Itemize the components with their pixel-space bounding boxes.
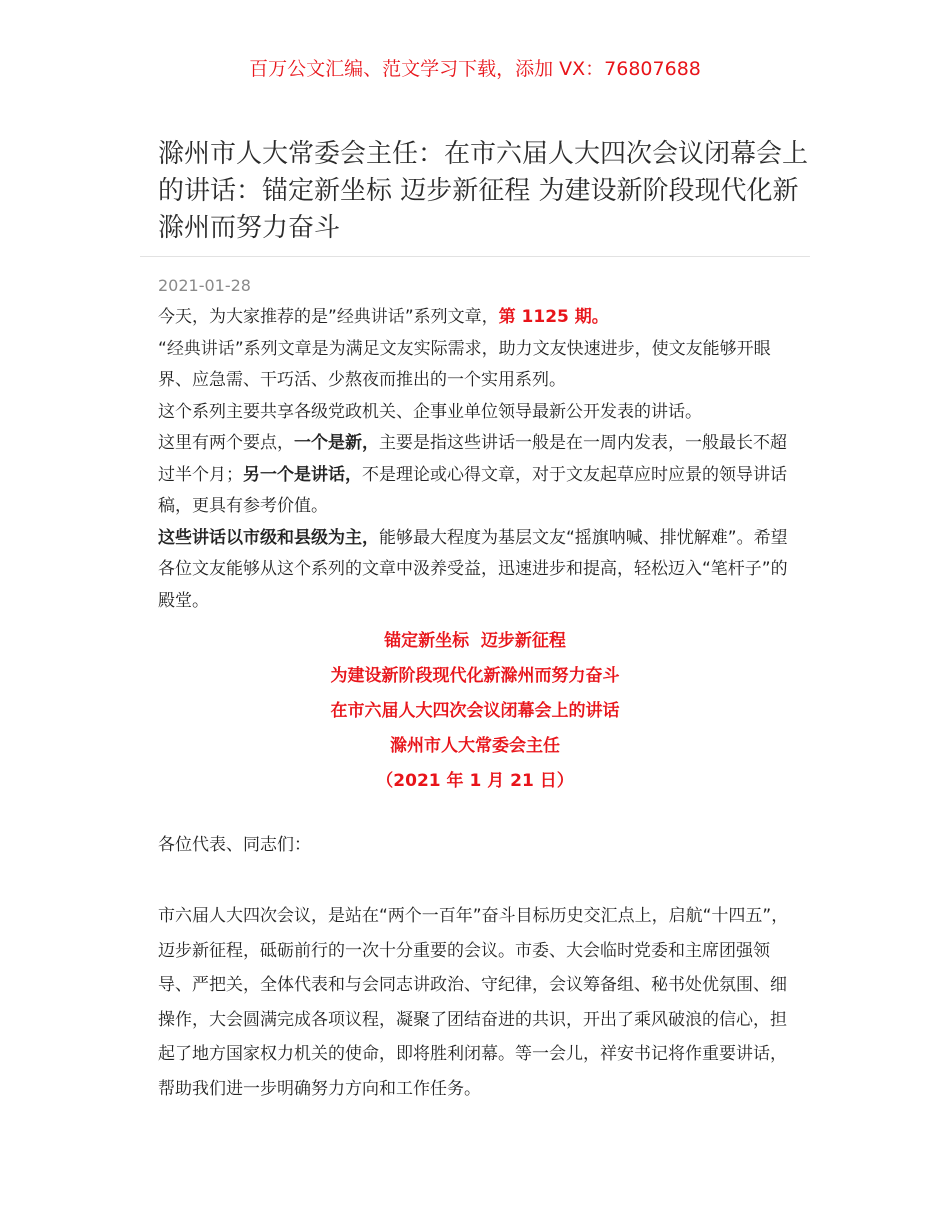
intro-paragraph-5 xyxy=(158,523,798,618)
intro-text: ”系列文章， xyxy=(404,307,499,327)
speech-date: （2021 年 1 月 21 日） xyxy=(376,771,574,791)
speech-heading xyxy=(0,624,950,799)
intro-text: 今天，为大家推荐的是” xyxy=(158,307,337,327)
salutation: 各位代表、同志们： xyxy=(158,835,311,855)
intro-text: 主要是指这些讲话一般是在一周内发表，一般最长不超过半个月； xyxy=(158,433,787,485)
article-title: 滁州市人大常委会主任：在市六届人大四次会议闭幕会上的讲话：锚定新坐标 迈步新征程 为建设新阶段现代化新滁州而努力奋斗 xyxy=(158,139,809,243)
intro-text: 能够最大程度为基层文友“摇旗呐喊、排忧解难”。希望各位文友能够从这个系列的文章中汲养受益，迅速进步和提高，轻松迈入“笔杆子”的殿堂。 xyxy=(158,527,788,611)
speech-title-line-2: 为建设新阶段现代化新滁州而努力奋斗 xyxy=(330,666,620,686)
key-point-speech: 另一个是讲话， xyxy=(243,464,362,485)
series-name: 经典讲话 xyxy=(336,307,405,327)
title-divider xyxy=(140,256,810,257)
key-point-new: 一个是新， xyxy=(294,433,379,453)
intro-text: ”系列文章是为满足文友实际需求，助力文友快速进步，使文友能够开眼界、应急需、干巧活、少熬夜而推出的一个实用系列。 xyxy=(158,338,771,390)
intro-paragraph-3: 这个系列主要共享各级党政机关、企事业单位领导最新公开发表的讲话。 xyxy=(158,401,702,422)
issue-number: 第 1125 期。 xyxy=(498,307,609,327)
intro-paragraph-4 xyxy=(158,428,798,523)
intro-paragraph-2 xyxy=(158,334,798,397)
promo-banner: 百万公文汇编、范文学习下载，添加 VX：76807688 xyxy=(249,58,701,80)
body-paragraph: 市六届人大四次会议，是站在“两个一百年”奋斗目标历史交汇点上，启航“十四五”，迈步新征程，砥砺前行的一次十分重要的会议。市委、大会临时党委和主席团强领导、严把关，全体代表和与会同志讲政治、守纪律，会议筹备组、秘书处优氛围、细操作，大会圆满完成各项议程，凝聚了团结奋进的共识，开出了乘风破浪的信心，担起了地方国家权力机关的使命，即将胜利闭幕。等一会儿，祥安书记将作重要讲话，帮助我们进一步明确努力方向和工作任务。 xyxy=(158,906,789,1099)
intro-section xyxy=(158,302,798,617)
series-name: 经典讲话 xyxy=(166,338,235,359)
intro-text: “ xyxy=(158,338,167,359)
publish-date: 2021-01-28 xyxy=(158,276,251,295)
speaker: 滁州市人大常委会主任 xyxy=(390,736,560,756)
speech-title-line-1: 锚定新坐标 迈步新征程 xyxy=(384,631,566,651)
speech-occasion: 在市六届人大四次会议闭幕会上的讲话 xyxy=(330,701,620,721)
intro-text: 不是理论或心得文章，对于文友起草应时应景的领导讲话稿，更具有参考价值。 xyxy=(158,464,787,516)
intro-text: 这里有两个要点， xyxy=(158,433,294,453)
key-point-level: 这些讲话以市级和县级为主， xyxy=(158,527,379,548)
intro-paragraph-1 xyxy=(158,302,798,334)
